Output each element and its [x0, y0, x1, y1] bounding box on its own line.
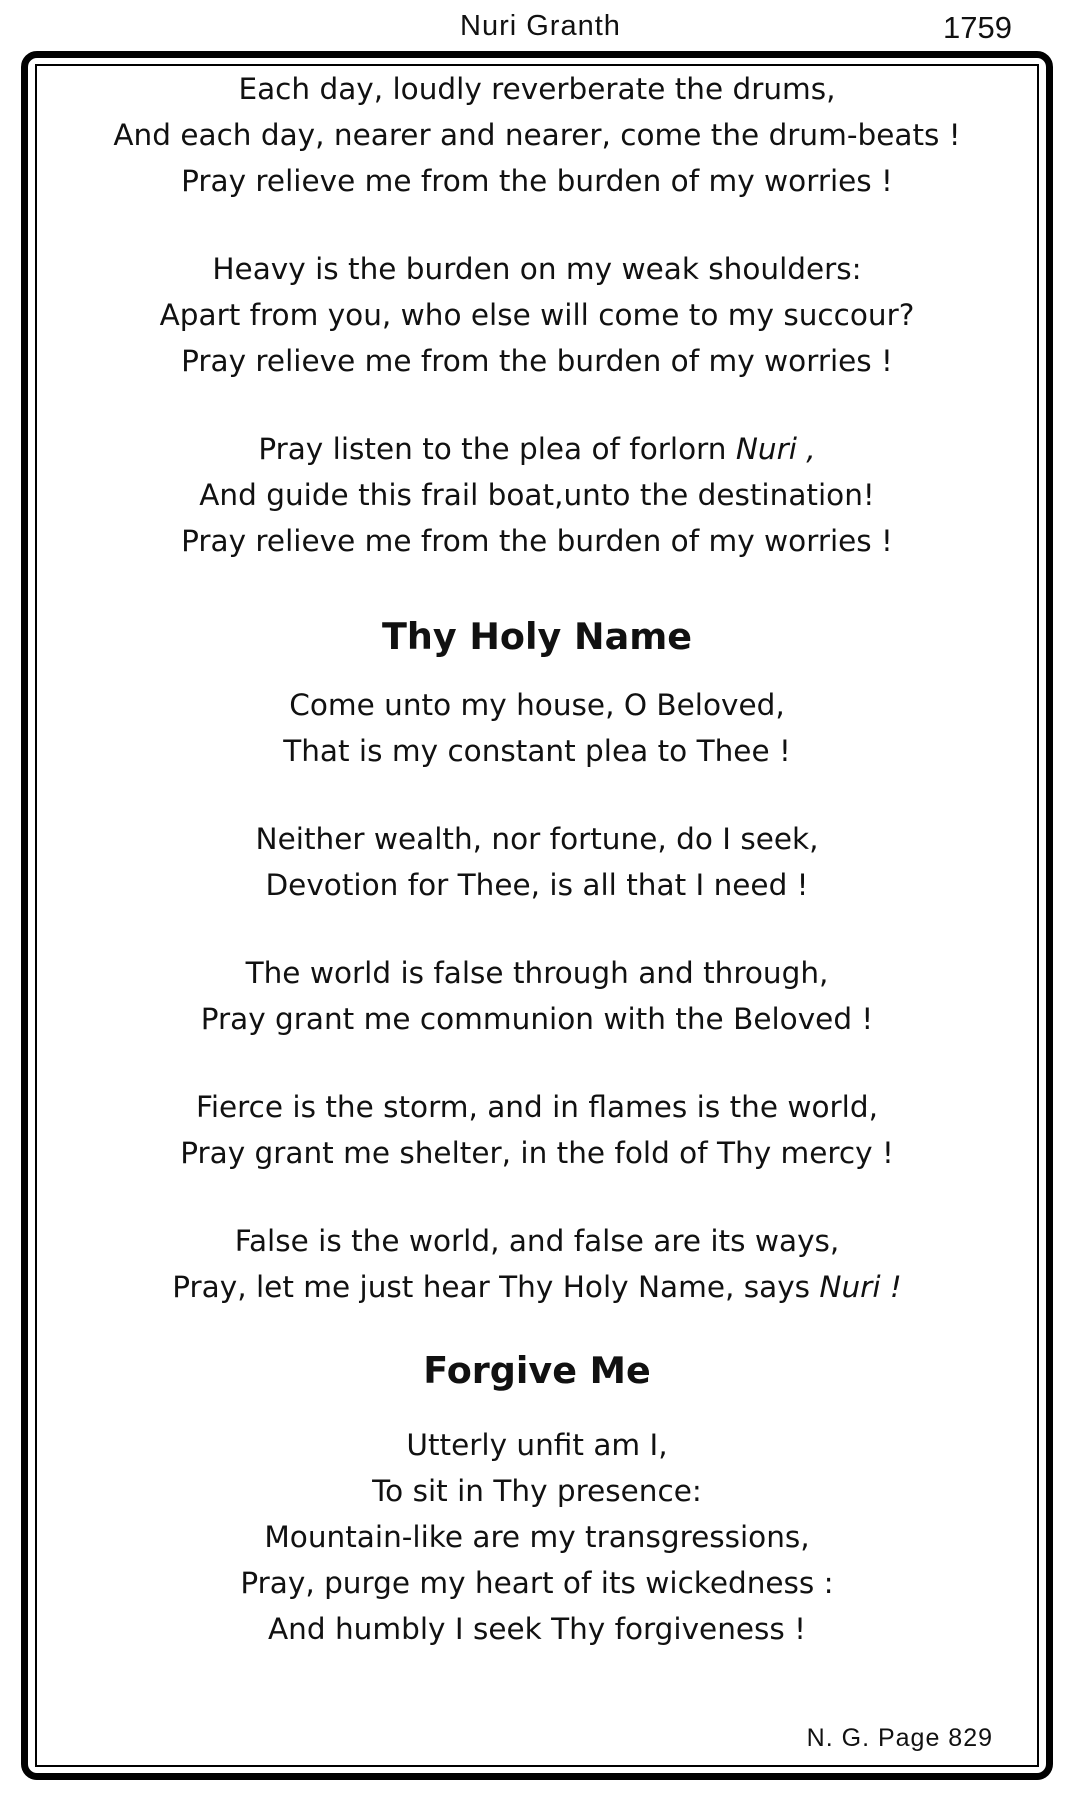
verse-text: Pray, let me just hear Thy Holy Name, says [172, 1270, 820, 1304]
verse-line: Heavy is the burden on my weak shoulders: [212, 252, 862, 286]
poem-title-thy-holy-name: Thy Holy Name [382, 615, 692, 658]
verse-line: Pray relieve me from the burden of my worries ! [181, 344, 893, 378]
verse-line: And each day, nearer and nearer, come the drum-beats ! [113, 118, 961, 152]
verse-line: Pray grant me shelter, in the fold of Thy mercy ! [180, 1136, 894, 1170]
verse-line: False is the world, and false are its ways, [234, 1224, 840, 1258]
verse-text: Pray listen to the plea of forlorn [258, 432, 736, 466]
verse-line: Devotion for Thee, is all that I need ! [265, 868, 809, 902]
verse-line: Apart from you, who else will come to my succour? [159, 298, 915, 332]
verse-line: Pray relieve me from the burden of my worries ! [181, 164, 893, 198]
verse-line: And guide this frail boat,unto the destination! [199, 478, 875, 512]
poem-title-forgive-me: Forgive Me [423, 1349, 651, 1392]
verse-line: That is my constant plea to Thee ! [283, 734, 791, 768]
verse-line: And humbly I seek Thy forgiveness ! [268, 1612, 806, 1646]
verse-line [37, 1264, 1037, 1310]
page-content [37, 66, 1037, 1652]
running-head [0, 6, 1080, 46]
verse-line: Fierce is the storm, and in flames is the world, [196, 1090, 878, 1124]
verse-line: Mountain-like are my transgressions, [264, 1520, 810, 1554]
poem2-stanza-1 [37, 682, 1037, 774]
verse-line: Pray relieve me from the burden of my worries ! [181, 524, 893, 558]
verse-line: Utterly unfit am I, [406, 1428, 668, 1462]
poem2-stanza-2 [37, 816, 1037, 908]
poem1-stanza-1 [37, 66, 1037, 204]
poem2-stanza-5 [37, 1218, 1037, 1310]
poet-name: Nuri ! [819, 1270, 902, 1304]
page-reference: N. G. Page 829 [806, 1724, 993, 1752]
poem3-stanza-1 [37, 1422, 1037, 1652]
poem1-stanza-3 [37, 426, 1037, 564]
verse-line: To sit in Thy presence: [372, 1474, 702, 1508]
book-title: Nuri Granth [460, 10, 621, 42]
verse-line: The world is false through and through, [245, 956, 829, 990]
verse-line [37, 426, 1037, 472]
verse-line: Pray grant me communion with the Beloved ! [200, 1002, 874, 1036]
poem2-stanza-3 [37, 950, 1037, 1042]
verse-line: Neither wealth, nor fortune, do I seek, [255, 822, 819, 856]
poem1-stanza-2 [37, 246, 1037, 384]
page-number: 1759 [943, 10, 1012, 45]
poet-name: Nuri , [735, 432, 816, 466]
verse-line: Each day, loudly reverberate the drums, [238, 72, 836, 106]
poem2-stanza-4 [37, 1084, 1037, 1176]
verse-line: Pray, purge my heart of its wickedness : [240, 1566, 834, 1600]
verse-line: Come unto my house, O Beloved, [289, 688, 785, 722]
